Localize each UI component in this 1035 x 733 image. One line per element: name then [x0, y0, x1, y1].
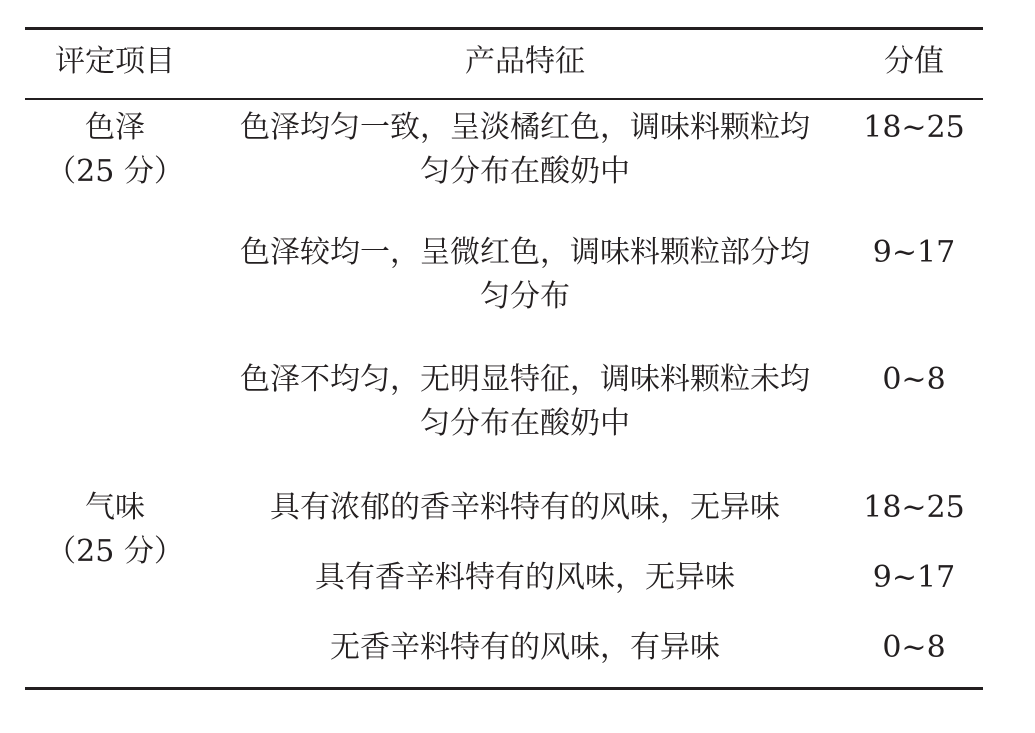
table-row-feature: [205, 556, 845, 600]
table-row-score: 0~8: [882, 630, 946, 665]
table-row-feature: [205, 231, 845, 319]
header-score: 分值: [884, 44, 944, 79]
category-name: 色泽: [85, 110, 145, 145]
table-row-feature: [205, 106, 845, 194]
table-row-score: 9~17: [872, 235, 956, 270]
feature-line: 匀分布在酸奶中: [420, 154, 630, 189]
category-color: [25, 106, 205, 194]
feature-line: 具有香辛料特有的风味，无异味: [315, 560, 735, 595]
category-odor: [25, 486, 205, 574]
table-top-rule: [25, 27, 983, 30]
table-row-feature: [205, 358, 845, 446]
header-product-feature: 产品特征: [465, 44, 585, 79]
table-row-score: 18~25: [863, 110, 965, 145]
table-row-feature: [205, 626, 845, 670]
feature-line: 无香辛料特有的风味，有异味: [330, 630, 720, 665]
feature-line: 具有浓郁的香辛料特有的风味，无异味: [270, 490, 780, 525]
table-row-score: 18~25: [863, 490, 965, 525]
header-evaluation-item: 评定项目: [55, 44, 175, 79]
category-points: （25 分）: [46, 154, 184, 189]
feature-line: 色泽较均一，呈微红色，调味料颗粒部分均: [240, 235, 810, 270]
feature-line: 匀分布在酸奶中: [420, 406, 630, 441]
evaluation-table: [25, 0, 983, 733]
category-name: 气味: [85, 490, 145, 525]
table-bottom-rule: [25, 687, 983, 690]
table-row-score: 0~8: [882, 362, 946, 397]
feature-line: 色泽均匀一致，呈淡橘红色，调味料颗粒均: [240, 110, 810, 145]
table-row-feature: [205, 486, 845, 530]
category-points: （25 分）: [46, 534, 184, 569]
feature-line: 匀分布: [480, 279, 570, 314]
feature-line: 色泽不均匀，无明显特征，调味料颗粒未均: [240, 362, 810, 397]
table-header-rule: [25, 98, 983, 100]
table-row-score: 9~17: [872, 560, 956, 595]
